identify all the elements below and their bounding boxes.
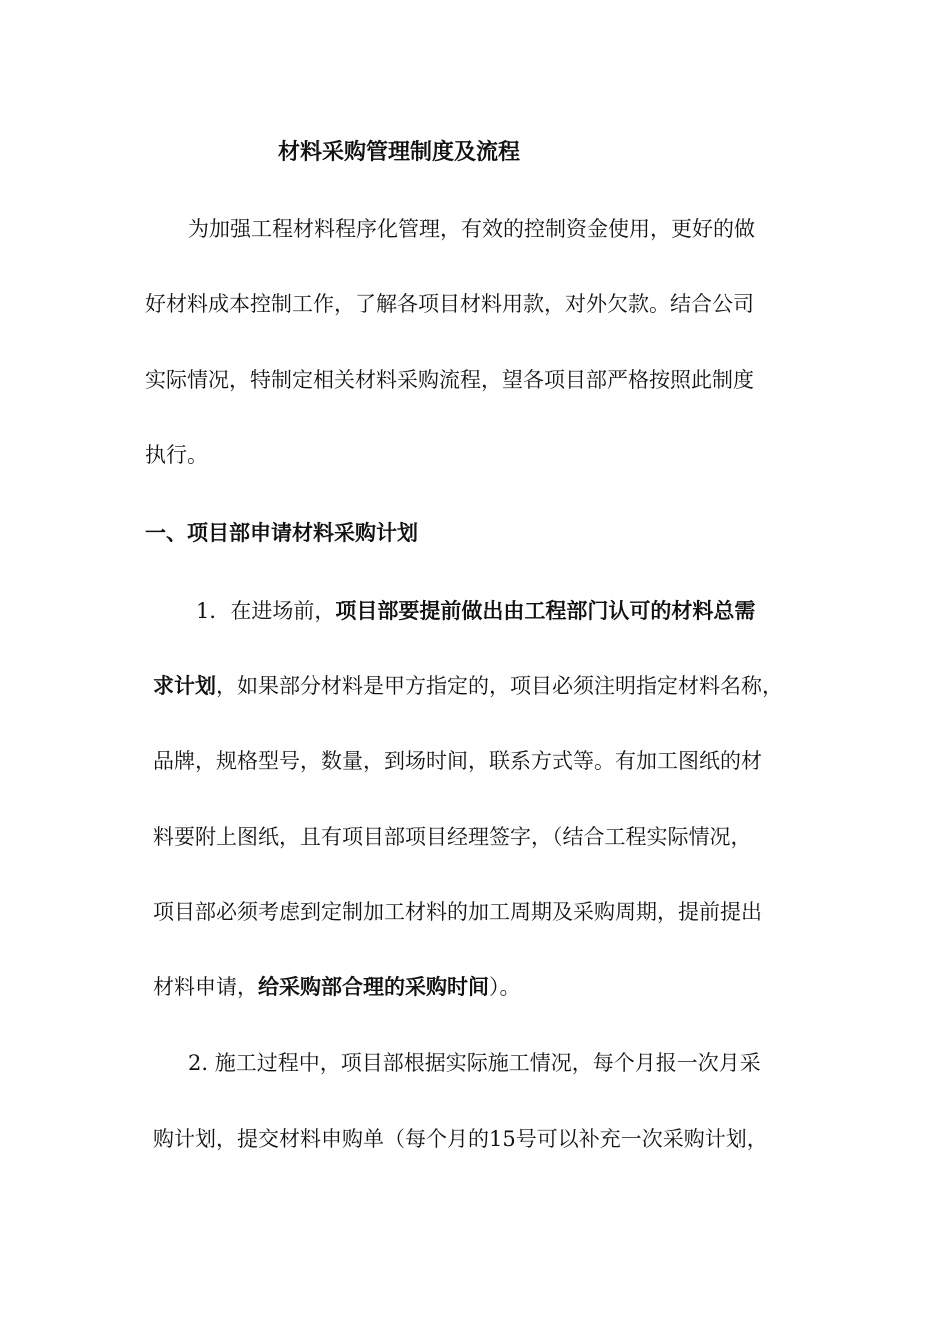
- document-title: 材料采购管理制度及流程: [278, 139, 521, 165]
- item-1-line-4: 料要附上图纸，且有项目部项目经理签字，（结合工程实际情况，: [153, 825, 752, 849]
- intro-line-3: 实际情况，特制定相关材料采购流程，望各项目部严格按照此制度: [145, 368, 754, 392]
- item-1-line-2-emphasis: 求计划: [153, 673, 216, 698]
- item-1-line-5: 项目部必须考虑到定制加工材料的加工周期及采购周期，提前提出: [153, 900, 762, 924]
- item-1-line-6-text-a: 材料申请，: [153, 975, 258, 999]
- item-1-line-6-text-b: ）。: [489, 975, 521, 999]
- item-1-line-6: [153, 972, 521, 1002]
- item-1-line-3: 品牌，规格型号，数量，到场时间，联系方式等。有加工图纸的材: [153, 749, 762, 773]
- item-1-line-1: [196, 596, 755, 626]
- item-1-line-2-text: ，如果部分材料是甲方指定的，项目必须注明指定材料名称，: [216, 674, 783, 698]
- item-1-line-2: [153, 671, 783, 701]
- intro-line-2: 好材料成本控制工作，了解各项目材料用款，对外欠款。结合公司: [145, 292, 754, 316]
- item-1-line-1-text: 1．在进场前，: [196, 599, 336, 623]
- intro-line-4: 执行。: [145, 443, 208, 467]
- item-2-line-1: 2. 施工过程中，项目部根据实际施工情况，每个月报一次月采: [188, 1051, 761, 1075]
- item-1-line-6-emphasis: 给采购部合理的采购时间: [258, 974, 489, 999]
- item-2-line-2: 购计划，提交材料申购单（每个月的15号可以补充一次采购计划，: [153, 1127, 768, 1151]
- intro-line-1: 为加强工程材料程序化管理，有效的控制资金使用，更好的做: [188, 217, 755, 241]
- section-1-heading: 一、项目部申请材料采购计划: [145, 520, 418, 545]
- item-1-line-1-emphasis: 项目部要提前做出由工程部门认可的材料总需: [335, 598, 756, 623]
